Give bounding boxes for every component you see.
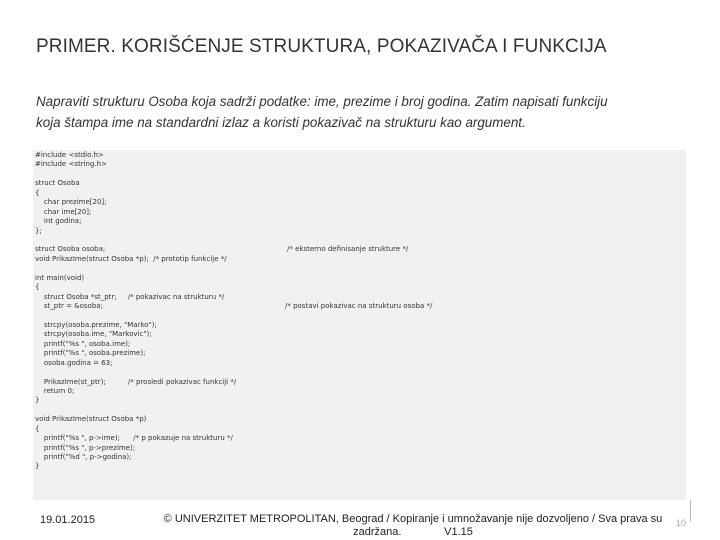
code-line [35,255,683,264]
code-line-text: PrikazIme(st_ptr); /* prosledi pokazivac funkciji */ [35,377,237,386]
code-line-text: struct Osoba osoba; [35,245,106,254]
code-line-comment: /* postavi pokazivac na strukturu osoba */ [285,302,433,310]
footer-copyright-line2: zadržana. V1.15 [353,526,473,538]
intro-text [36,91,696,133]
code-line [35,378,683,387]
code-line [35,189,683,198]
code-line [35,387,683,396]
code-line [35,349,683,358]
code-line-text: return 0; [35,386,75,395]
code-line [35,274,683,283]
code-line [35,425,683,434]
code-line-text: }; [35,226,42,235]
code-line-text: void PrikazIme(struct Osoba *p) [35,415,147,424]
footer [0,500,720,540]
code-line [35,406,683,415]
code-line [35,396,683,405]
code-line [35,302,683,311]
page-number: 10 [676,518,687,528]
code-line [35,227,683,236]
intro-line: koja štampa ime na standardni izlaz a koristi pokazivač na strukturu kao argument. [36,115,526,130]
code-line-text: { [35,424,40,433]
code-line-comment: /* eksterno definisanje strukture */ [287,245,409,254]
footer-divider [690,500,691,522]
code-line [35,293,683,302]
code-line [35,415,683,424]
footer-copyright [148,513,678,539]
code-line-text: struct Osoba [35,179,80,188]
code-line [35,245,683,254]
code-line-text: char ime[20]; [35,207,92,216]
code-line [35,462,683,471]
code-line-text: osoba.godina = 63; [35,358,113,367]
code-line [35,453,683,462]
code-line [35,236,683,245]
code-line-text: { [35,283,40,292]
code-line [35,340,683,349]
code-line-text: int main(void) [35,273,85,282]
code-line-text: #include <stdio.h> [35,151,104,159]
code-line-text: #include <string.h> [35,160,107,169]
code-line-text: } [35,396,40,405]
code-line-text: st_ptr = &osoba; [35,302,103,310]
code-line-text: struct Osoba *st_ptr; /* pokazivac na strukturu */ [35,292,225,301]
code-line [35,264,683,273]
intro-line: Napraviti strukturu Osoba koja sadrži podatke: ime, prezime i broj godina. Zatim napisati funkciju [36,94,608,109]
code-line [35,330,683,339]
code-line-text: strcpy(osoba.prezime, "Marko"); [35,320,157,329]
slide-title: PRIMER. KORIŠĆENJE STRUKTURA, POKAZIVAČA I FUNKCIJA [36,36,607,57]
code-line [35,444,683,453]
code-line [35,321,683,330]
code-line [35,368,683,377]
code-line-text: printf("%d ", p->godina); [35,453,132,461]
code-line [35,283,683,292]
code-line [35,208,683,217]
code-line-text: int godina; [35,217,82,226]
code-line-text: void PrikazIme(struct Osoba *p); /* prototip funkcije */ [35,254,227,263]
code-line [35,151,683,160]
code-line [35,198,683,207]
code-line-text: printf("%s ", osoba.ime); [35,339,131,348]
code-line-text: printf("%s ", p->ime); /* p pokazuje na strukturu */ [35,434,233,443]
footer-copyright-line1: © UNIVERZITET METROPOLITAN, Beograd / Kopiranje i umnožavanje nije dozvoljeno / Sva prava su [163,513,663,525]
code-line-text: strcpy(osoba.ime, "Markovic"); [35,330,152,339]
code-line [35,160,683,169]
code-line [35,434,683,443]
footer-date: 19.01.2015 [40,514,96,526]
code-line [35,170,683,179]
code-line-text: { [35,188,40,197]
code-listing [35,151,683,511]
code-line [35,179,683,188]
code-line-text: printf("%s ", p->prezime); [35,443,136,452]
code-line-text: } [35,462,40,471]
code-line-text: char prezime[20]; [35,198,107,207]
code-line [35,359,683,368]
code-line-text: printf("%s ", osoba.prezime); [35,349,146,358]
code-line [35,217,683,226]
code-line [35,311,683,320]
